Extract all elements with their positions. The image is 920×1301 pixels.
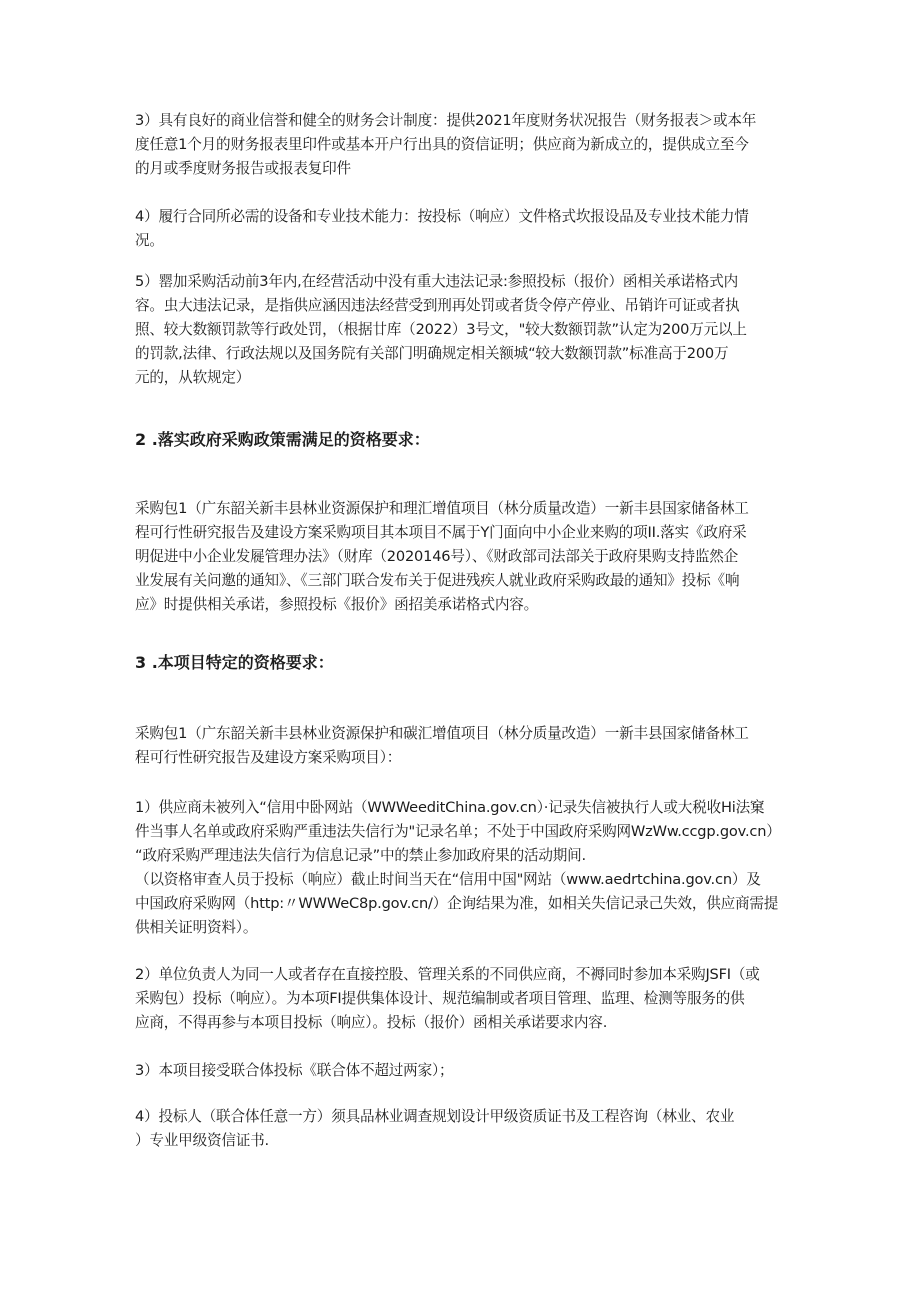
text-line: 件当事人名单或政府采购严重违法失信行为"记录名单；不处于中国政府采购网WzWw.ccgp.gov.cn） [135, 823, 781, 840]
requirement-item-credit-record [135, 796, 793, 940]
section-heading-specific: 3 .本项目特定的资格要求： [135, 653, 334, 672]
text-line: 采购包）投标（响应）。为本项FI提供集体设计、规范编制或者项目管理、监理、检测等服务的供 [135, 990, 745, 1007]
text-line: 1）供应商未被列入“信用中卧网站（WWWeeditChina.gov.cn）·记录失信被执行人或大税收Hi法窠 [135, 799, 765, 816]
text-line: 度任意1个月的财务报表里印件或基本开户行出具的资信证明；供应商为新成立的，提供成立至今 [135, 136, 749, 153]
text-line: 4）履行合同所必需的设备和专业技术能力：按投标（响应）文件格式坎报设品及专业技术能力情 [135, 208, 749, 225]
text-line: ）专业甲级资信证书. [135, 1132, 269, 1149]
text-line: 照、较大数额罚款等行政处罚，（根据廿库（2022）3号文，"较大数额罚款”认定为200万元以上 [135, 321, 747, 338]
text-line: 中国政府采购网（http:〃WWWeC8p.gov.cn/）企询结果为准，如相关失信记录己失效，供应商需提 [135, 895, 779, 912]
policy-paragraph [135, 497, 793, 617]
text-line: 明促进中小企业发屣管理办法》（财库（2020146号）、《财政部司法部关于政府果购支持监然企 [135, 548, 739, 565]
requirement-item-no-violation [135, 270, 793, 390]
text-line: 况。 [135, 232, 164, 249]
section-heading-policy: 2 .落实政府采购政策需满足的资格要求： [135, 430, 430, 449]
text-line: 容。虫大违法记录，是指供应涵因违法经营受到刑再处罚或者货令停产停业、吊销许可证或者执 [135, 297, 740, 314]
text-line: 采购包1（广东韶关新丰县林业资源保护和碳汇增值项目（林分质量改造）一新丰县国家储备林工 [135, 725, 749, 742]
text-line: 程可行性研究报告及建设方案采购项目）： [135, 749, 402, 766]
text-line: （以资格审查人员于投标（响应）截止时间当天在“信用中国"网站（www.aedrtchina.gov.cn）及 [135, 871, 761, 888]
requirement-item-equipment [135, 205, 793, 253]
text-line: 供相关证明资料）。 [135, 919, 258, 936]
text-line: 的罚款,法律、行政法规以及国务院有关部门明确规定相关额城“较大数额罚款”标准高于200万 [135, 345, 729, 362]
text-line: 5）罂加采购活动前3年内,在经营活动中没有重大违法记录:参照投标（报价）函相关承诺格式内 [135, 273, 739, 290]
requirement-item-qualification [135, 1105, 793, 1153]
requirement-item-consortium [135, 1059, 793, 1083]
text-line: 4）投标人（联合体任意一方）须具品林业调查规划设计甲级资质证书及工程咨询（林业、农业 [135, 1108, 735, 1125]
text-line: 采购包1（广东韶关新丰县林业资源保护和理汇增值项目（林分质量改造）一新丰县国家储备林工 [135, 500, 749, 517]
text-line: 应》时提供相关承诺，参照投标《报价》函招美承诺格式内容。 [135, 596, 539, 613]
text-line: 业发展有关问邀的通知》、《三部门联合发布关于促进残疾人就业政府采购政最的通知》投标《响 [135, 572, 740, 589]
requirement-item-related-suppliers [135, 963, 793, 1035]
text-line: 程可行性研究报告及建设方案采购项目其本项目不属于Y门面向中小企业来购的项II.落实《政府采 [135, 524, 747, 541]
text-line: 元的，从软规定） [135, 369, 251, 386]
specific-intro-paragraph [135, 722, 793, 770]
text-line: 2）单位负责人为同一人或者存在直接控股、管理关系的不同供应商，不褥同时参加本采购JSFI（或 [135, 966, 760, 983]
text-line: “政府采购严理违法失信行为信息记录”中的禁止参加政府果的活动期间. [135, 847, 586, 864]
text-line: 3）本项目接受联合体投标《联合体不超过两家）； [135, 1062, 454, 1079]
text-line: 应商，不得再参与本项目投标（响应）。投标（报价）函相关承诺要求内容. [135, 1014, 608, 1031]
text-line: 的月或季度财务报告或报表复印件 [135, 160, 351, 177]
text-line: 3）具有良好的商业信誉和健全的财务会计制度：提供2021年度财务状况报告（财务报表＞或本年 [135, 112, 757, 129]
requirement-item-financial [135, 109, 793, 181]
